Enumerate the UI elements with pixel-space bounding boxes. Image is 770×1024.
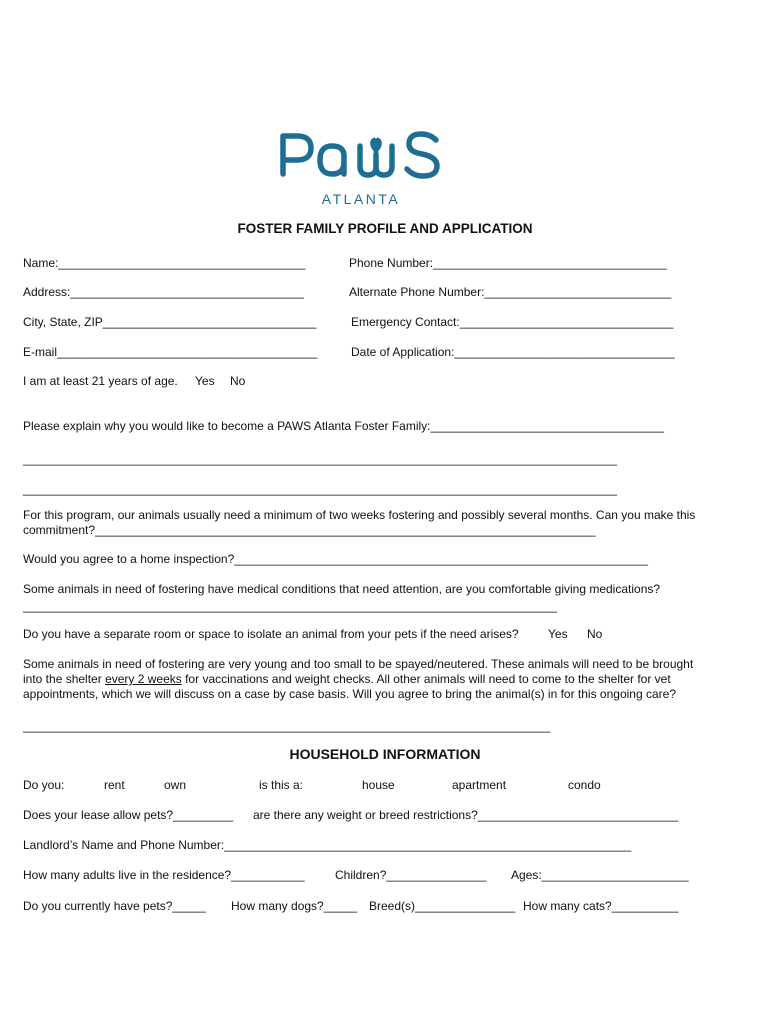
household-heading: HOUSEHOLD INFORMATION [289,746,481,762]
current-pets-field[interactable]: Do you currently have pets?_____ [23,899,206,913]
home-inspection-question[interactable]: Would you agree to a home inspection?______________________________________________________________ [23,552,649,566]
adults-field[interactable]: How many adults live in the residence?___________ [23,868,305,882]
explain-question[interactable]: Please explain why you would like to become a PAWS Atlanta Foster Family:___________________________________ [23,419,665,433]
ages-field[interactable]: Ages:______________________ [511,868,689,882]
city-state-zip-field[interactable]: City, State, ZIP________________________________ [23,315,317,329]
age-no-option[interactable]: No [230,374,246,388]
apartment-option[interactable]: apartment [452,778,507,792]
heart-icon [370,138,382,154]
phone-field[interactable]: Phone Number:___________________________________ [349,256,667,270]
paws-logo-graphic [278,124,444,208]
isolate-no-option[interactable]: No [587,627,603,641]
alt-phone-field[interactable]: Alternate Phone Number:____________________________ [349,285,672,299]
logo-subtitle: ATLANTA [321,191,401,207]
address-field[interactable]: Address:___________________________________ [23,285,304,299]
landlord-field[interactable]: Landlord’s Name and Phone Number:_____________________________________________________________ [23,838,632,852]
name-field[interactable]: Name:_____________________________________ [23,256,306,270]
young-animals-answer-line[interactable]: _______________________________________________________________________________ [23,719,551,733]
young-animals-paragraph [23,657,698,702]
commitment-question[interactable]: For this program, our animals usually need a minimum of two weeks fostering and possibly several months. Can you make this commitment?___________________________________________________________________________ [23,508,696,537]
explain-answer-line[interactable]: _________________________________________________________________________________________ [23,452,617,466]
medications-answer-line[interactable]: ________________________________________________________________________________ [23,599,557,613]
young-text-end: for vaccinations and weight checks. All other animals will need to come to the shelter for vet appointments, which we will discuss on a case by case basis. Will you agree to bring the animal(s) in for this ongoing care? [23,672,676,701]
young-text-underlined: every 2 weeks [105,672,182,686]
paws-atlanta-logo [278,124,444,208]
email-field[interactable]: E-mail_______________________________________ [23,345,318,359]
own-option[interactable]: own [164,778,187,792]
do-you-label: Do you: [23,778,65,792]
medications-question: Some animals in need of fostering have medical conditions that need attention, are you comfortable giving medications? [23,582,661,596]
form-title: FOSTER FAMILY PROFILE AND APPLICATION [237,221,533,236]
lease-allow-pets-field[interactable]: Does your lease allow pets?_________ [23,808,234,822]
emergency-contact-field[interactable]: Emergency Contact:________________________________ [351,315,674,329]
condo-option[interactable]: condo [568,778,601,792]
house-option[interactable]: house [362,778,395,792]
age-yes-option[interactable]: Yes [195,374,215,388]
cats-count-field[interactable]: How many cats?__________ [523,899,679,913]
young-text-start: Some animals in need of fostering are very young and too small to be spayed/neutered. These animals will need to be brought into the shelter [23,657,694,686]
breeds-field[interactable]: Breed(s)_______________ [369,899,516,913]
weight-breed-restrictions-field[interactable]: are there any weight or breed restrictions?______________________________ [253,808,678,822]
isolate-yes-option[interactable]: Yes [548,627,568,641]
isolate-question: Do you have a separate room or space to isolate an animal from your pets if the need arises? [23,627,519,641]
date-of-application-field[interactable]: Date of Application:_________________________________ [351,345,675,359]
explain-answer-line[interactable]: _________________________________________________________________________________________ [23,482,617,496]
age-question: I am at least 21 years of age. [23,374,178,388]
rent-option[interactable]: rent [104,778,125,792]
dogs-count-field[interactable]: How many dogs?_____ [231,899,358,913]
children-field[interactable]: Children?_______________ [335,868,487,882]
is-this-a-label: is this a: [259,778,304,792]
